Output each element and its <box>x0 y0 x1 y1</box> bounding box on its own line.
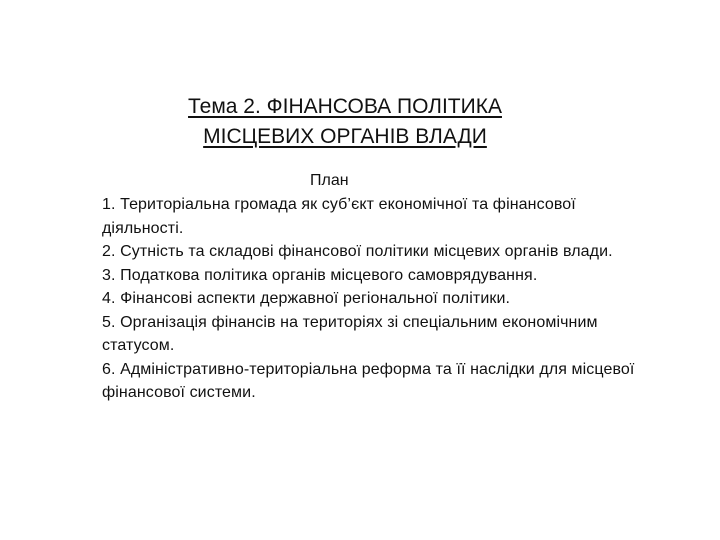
plan-item-3: 3. Податкова політика органів місцевого самоврядування. <box>102 266 538 284</box>
plan-heading: План <box>310 172 349 189</box>
plan-list <box>102 193 642 405</box>
plan-item-6: 6. Адміністративно-територіальна реформа та її наслідки для місцевої фінансової системи. <box>102 360 635 401</box>
slide-title <box>100 92 590 152</box>
slide-title-line-2: МІСЦЕВИХ ОРГАНІВ ВЛАДИ <box>203 125 487 148</box>
plan-item-4: 4. Фінансові аспекти державної регіональної політики. <box>102 290 511 307</box>
slide-title-line-1: Тема 2. ФІНАНСОВА ПОЛІТИКА <box>188 95 502 118</box>
plan-item-2: 2. Сутність та складові фінансової політики місцевих органів влади. <box>102 243 613 260</box>
plan-item-5: 5. Організація фінансів на територіях зі спеціальним економічним статусом. <box>102 313 598 354</box>
plan-item-1: 1. Територіальна громада як суб’єкт економічної та фінансової діяльності. <box>102 196 576 237</box>
